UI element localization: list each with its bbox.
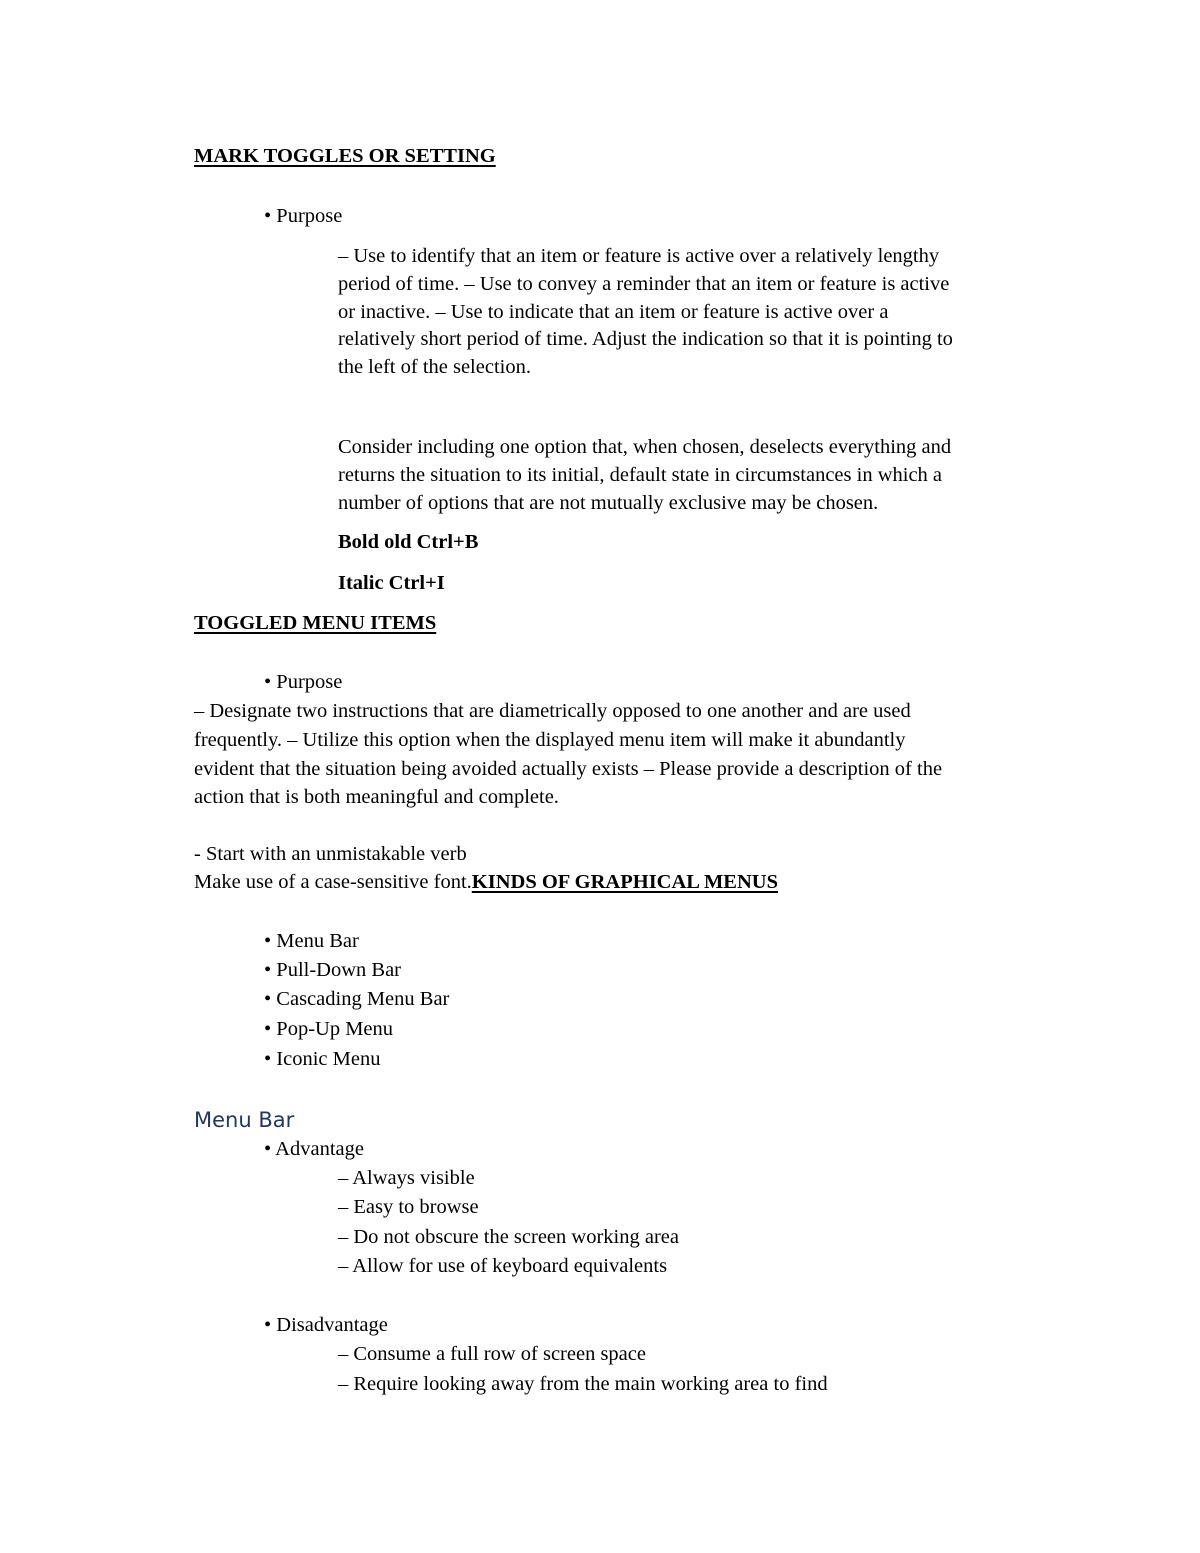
- purpose-line: relatively short period of time. Adjust the indication so that it is pointing to: [338, 328, 953, 350]
- section-title-menu-bar: Menu Bar: [194, 1108, 295, 1132]
- purpose-line: or inactive. – Use to indicate that an item or feature is active over a: [338, 301, 889, 323]
- advantage-item: – Do not obscure the screen working area: [338, 1226, 679, 1248]
- purpose-line: period of time. – Use to convey a reminder that an item or feature is active: [338, 273, 950, 295]
- advantage-item: – Always visible: [338, 1167, 475, 1189]
- consider-line: returns the situation to its initial, default state in circumstances in which a: [338, 464, 943, 486]
- toggled-purpose-line: – Designate two instructions that are diametrically opposed to one another and are used: [194, 700, 911, 722]
- menu-kind-item: • Pop-Up Menu: [264, 1018, 394, 1040]
- advantage-item: – Allow for use of keyboard equivalents: [338, 1255, 668, 1277]
- disadvantage-label: • Disadvantage: [264, 1314, 388, 1336]
- heading-toggled-menu-items: TOGGLED MENU ITEMS: [194, 612, 437, 634]
- advantage-item: – Easy to browse: [338, 1196, 479, 1218]
- purpose-label: • Purpose: [264, 205, 343, 227]
- toggled-purpose-line: evident that the situation being avoided actually exists – Please provide a description of the: [194, 758, 943, 780]
- consider-line: number of options that are not mutually exclusive may be chosen.: [338, 492, 879, 514]
- font-line: [194, 868, 778, 896]
- advantage-label: • Advantage: [264, 1138, 364, 1160]
- purpose-label: • Purpose: [264, 671, 343, 693]
- menu-kind-item: • Iconic Menu: [264, 1048, 381, 1070]
- toggled-purpose-line: action that is both meaningful and complete.: [194, 786, 559, 808]
- toggled-purpose-line: frequently. – Utilize this option when the displayed menu item will make it abundantly: [194, 729, 906, 751]
- heading-kinds-of-graphical-menus: KINDS OF GRAPHICAL MENUS: [471, 871, 778, 893]
- menu-kind-item: • Cascading Menu Bar: [264, 988, 450, 1010]
- disadvantage-item: – Require looking away from the main working area to find: [338, 1373, 828, 1395]
- consider-line: Consider including one option that, when chosen, deselects everything and: [338, 436, 952, 458]
- purpose-line: – Use to identify that an item or feature is active over a relatively lengthy: [338, 245, 940, 267]
- disadvantage-item: – Consume a full row of screen space: [338, 1343, 646, 1365]
- verb-line: - Start with an unmistakable verb: [194, 843, 467, 865]
- menu-kind-item: • Pull-Down Bar: [264, 959, 402, 981]
- menu-kind-item: • Menu Bar: [264, 930, 359, 952]
- font-line-text: Make use of a case-sensitive font.: [194, 871, 472, 893]
- purpose-line: the left of the selection.: [338, 356, 531, 378]
- italic-shortcut: Italic Ctrl+I: [338, 572, 445, 594]
- bold-shortcut: Bold old Ctrl+B: [338, 531, 479, 553]
- heading-mark-toggles: MARK TOGGLES OR SETTING: [194, 145, 496, 167]
